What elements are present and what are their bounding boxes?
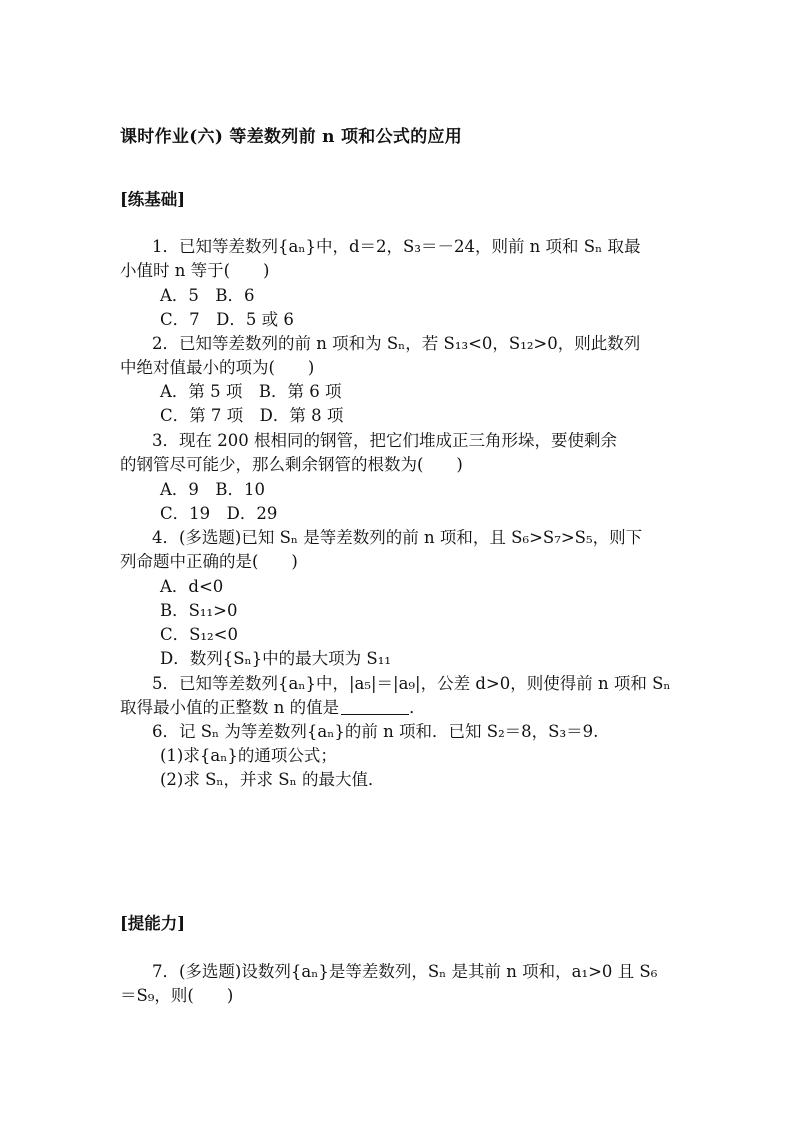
q2-line-2: 中绝对值最小的项为( ) — [120, 358, 315, 377]
q4-line-1: 4．(多选题)已知 Sₙ 是等差数列的前 n 项和，且 S₆>S₇>S₅，则下 — [152, 528, 643, 547]
q1-options-cd: C．7 D．5 或 6 — [160, 310, 294, 329]
q5-line-2-end: ． — [409, 698, 426, 717]
q4-option-a: A．d<0 — [160, 577, 224, 596]
q6-part-1: (1)求{aₙ}的通项公式； — [160, 746, 337, 765]
q1-line-1: 1．已知等差数列{aₙ}中，d＝2，S₃＝－24，则前 n 项和 Sₙ 取最 — [152, 237, 641, 256]
q6-line-1: 6．记 Sₙ 为等差数列{aₙ}的前 n 项和．已知 S₂＝8，S₃＝9. — [152, 722, 599, 741]
q4-option-c: C．S₁₂<0 — [160, 625, 238, 644]
q7-line-2: ＝S₉，则( ) — [120, 986, 234, 1005]
q3-line-2: 的钢管尽可能少，那么剩余钢管的根数为( ) — [120, 455, 463, 474]
section-improve-heading: [提能力] — [120, 914, 186, 933]
q3-line-1: 3．现在 200 根相同的钢管，把它们堆成正三角形垛，要使剩余 — [152, 431, 617, 450]
q7-line-1: 7．(多选题)设数列{aₙ}是等差数列，Sₙ 是其前 n 项和，a₁>0 且 S₆ — [152, 962, 658, 981]
q2-line-1: 2．已知等差数列的前 n 项和为 Sₙ，若 S₁₃<0，S₁₂>0，则此数列 — [152, 334, 641, 353]
q4-option-b: B．S₁₁>0 — [160, 601, 238, 620]
q4-option-d: D．数列{Sₙ}中的最大项为 S₁₁ — [160, 649, 391, 668]
q5-line-2-text: 取得最小值的正整数 n 的值是 — [120, 698, 340, 717]
q4-line-2: 列命题中正确的是( ) — [120, 552, 298, 571]
q5-answer-blank[interactable] — [341, 696, 409, 715]
q6-part-2: (2)求 Sₙ，并求 Sₙ 的最大值． — [160, 770, 385, 789]
q3-options-ab: A．9 B．10 — [160, 480, 266, 499]
page-title: 课时作业(六) 等差数列前 n 项和公式的应用 — [120, 127, 463, 147]
q2-options-cd: C．第 7 项 D．第 8 项 — [160, 406, 344, 425]
q1-options-ab: A．5 B．6 — [160, 286, 255, 305]
q1-line-2: 小值时 n 等于( ) — [120, 261, 270, 280]
section-basic-heading: [练基础] — [120, 190, 186, 209]
q5-line-1: 5．已知等差数列{aₙ}中，|a₅|＝|a₉|，公差 d>0，则使得前 n 项和 Sₙ — [152, 674, 671, 693]
q5-line-2 — [120, 696, 426, 720]
q2-options-ab: A．第 5 项 B．第 6 项 — [160, 382, 342, 401]
q3-options-cd: C．19 D．29 — [160, 504, 278, 523]
